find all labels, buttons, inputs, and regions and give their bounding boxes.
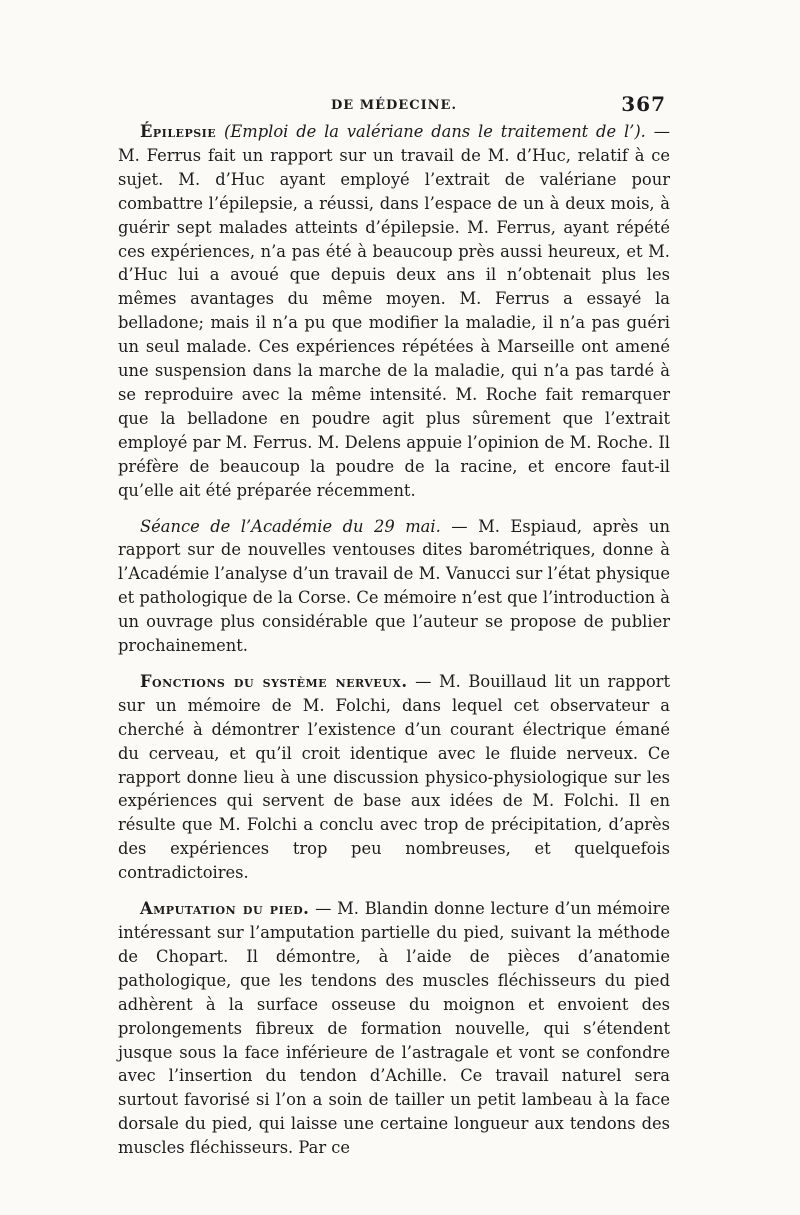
- paragraph-seance: [118, 515, 670, 658]
- paragraph-amputation: [118, 897, 670, 1160]
- paragraph-text: — M. Espiaud, après un rapport sur de nouvelles ventouses dites barométriques, donne à l’Académie l’analyse d’un travail de M. Vanucci sur l’état physique et pathologique de la Corse. Ce mémoire n’est que l’introduction à un ouvrage plus considérable que l’auteur se propose de publier prochainement.: [118, 516, 670, 656]
- paragraph-epilepsie: [118, 120, 670, 503]
- paragraph-heading: Épilepsie: [140, 122, 217, 141]
- paragraph-systeme-nerveux: [118, 670, 670, 885]
- paragraph-text: — M. Bouillaud lit un rapport sur un mémoire de M. Folchi, dans lequel cet observateur a cherché à démontrer l’existence d’un courant électrique émané du cerveau, et qu’il croit identique avec le fluide nerveux. Ce rapport donne lieu à une discussion physico-physiologique sur les expériences qui servent de base aux idées de M. Folchi. Il en résulte que M. Folchi a conclu avec trop de précipitation, d’après des expériences trop peu nombreuses, et quelquefois contradictoires.: [118, 671, 670, 883]
- paragraph-heading: Amputation du pied.: [140, 899, 310, 919]
- paragraph-text: — M. Blandin donne lecture d’un mémoire intéressant sur l’amputation partielle du pied, suivant la méthode de Chopart. Il démontre, à l’aide de pièces d’anatomie pathologique, que les tendons des muscles fléchisseurs du pied adhèrent à la surface osseuse du moignon et envoient des prolongements fibreux de formation nouvelle, qui s’étendent jusque sous la face inférieure de l’astragale et vont se confondre avec l’insertion du tendon d’Achille. Ce travail naturel sera surtout favorisé si l’on a soin de tailler un petit lambeau à la face dorsale du pied, qui laisse une certaine longueur aux tendons des muscles fléchisseurs. Par ce: [118, 899, 670, 1158]
- page: [118, 92, 670, 1160]
- paragraph-subheading: Séance de l’Académie du 29 mai.: [140, 516, 441, 536]
- page-number: 367: [621, 92, 666, 116]
- running-title: DE MÉDECINE.: [331, 98, 457, 113]
- paragraph-heading: Fonctions du système nerveux.: [140, 671, 408, 691]
- running-head: [118, 92, 670, 120]
- paragraph-subheading: (Emploi de la valériane dans le traitement de l’).: [224, 122, 646, 141]
- paragraph-text: — M. Ferrus fait un rapport sur un travail de M. d’Huc, relatif à ce sujet. M. d’Huc ayant employé l’extrait de valériane pour combattre l’épilepsie, a réussi, dans l’espace de un à deux mois, à guérir sept malades atteints d’épilepsie. M. Ferrus, ayant répété ces expériences, n’a pas été à beaucoup près aussi heureux, et M. d’Huc lui a avoué que depuis deux ans il n’obtenait plus les mêmes avantages du même moyen. M. Ferrus a essayé la belladone; mais il n’a pu que modifier la maladie, il n’a pas guéri un seul malade. Ces expériences répétées à Marseille ont amené une suspension dans la marche de la maladie, qui n’a pas tardé à se reproduire avec la même intensité. M. Roche fait remarquer que la belladone en poudre agit plus sûrement que l’extrait employé par M. Ferrus. M. Delens appuie l’opinion de M. Roche. Il préfère de beaucoup la poudre de la racine, et encore faut-il qu’elle ait été préparée récemment.: [118, 122, 670, 500]
